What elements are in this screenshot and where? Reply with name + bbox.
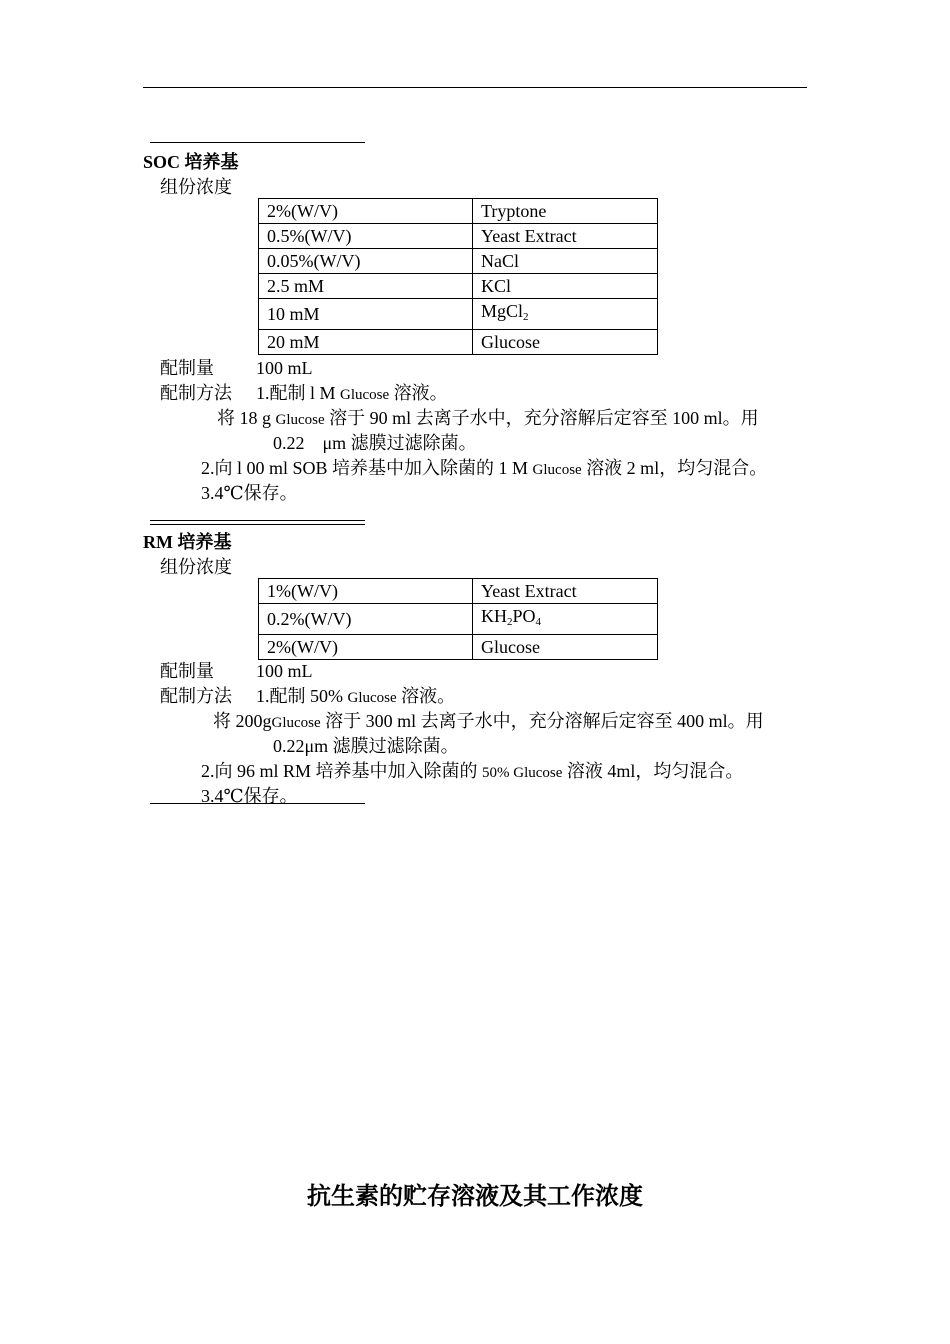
text-run: 50% Glucose bbox=[482, 765, 563, 781]
text-run: 将 18 g bbox=[217, 408, 276, 428]
name-cell: NaCl bbox=[473, 249, 658, 274]
rm-step1-detail-2: 0.22μm 滤膜过滤除菌。 bbox=[273, 736, 459, 756]
conc-cell: 1%(W/V) bbox=[259, 579, 473, 604]
conc-cell: 2%(W/V) bbox=[259, 635, 473, 660]
text-run: 溶液 2 ml，均匀混合。 bbox=[581, 458, 768, 478]
table-row bbox=[259, 274, 658, 299]
name-cell: Yeast Extract bbox=[473, 224, 658, 249]
rm-method-label: 配制方法 bbox=[160, 686, 232, 706]
name-cell bbox=[473, 299, 658, 330]
text-run: Glucose bbox=[347, 690, 397, 706]
soc-amount-value: 100 mL bbox=[256, 358, 313, 378]
formula-part: PO bbox=[512, 606, 536, 626]
rm-step2 bbox=[201, 760, 743, 784]
rm-step1 bbox=[256, 685, 455, 709]
table-row bbox=[259, 299, 658, 330]
text-run: 2.向 96 ml RM 培养基中加入除菌的 bbox=[201, 761, 483, 781]
rm-step3: 3.4℃保存。 bbox=[201, 786, 298, 806]
name-cell: Glucose bbox=[473, 330, 658, 355]
rm-step1-detail bbox=[213, 710, 764, 734]
conc-cell: 10 mM bbox=[259, 299, 473, 330]
text-run: Glucose bbox=[271, 715, 321, 731]
text-run: 1.配制 50% bbox=[256, 686, 348, 706]
rm-top-rule bbox=[150, 520, 365, 521]
rm-amount-value: 100 mL bbox=[256, 661, 313, 681]
conc-cell: 0.2%(W/V) bbox=[259, 604, 473, 635]
conc-cell: 0.05%(W/V) bbox=[259, 249, 473, 274]
table-row bbox=[259, 199, 658, 224]
conc-cell: 2%(W/V) bbox=[259, 199, 473, 224]
header-rule bbox=[143, 87, 807, 88]
formula-subscript: 2 bbox=[507, 616, 513, 628]
table-row bbox=[259, 249, 658, 274]
name-cell: KCl bbox=[473, 274, 658, 299]
soc-amount-label: 配制量 bbox=[160, 358, 214, 378]
name-cell: Tryptone bbox=[473, 199, 658, 224]
table-row bbox=[259, 604, 658, 635]
conc-cell: 2.5 mM bbox=[259, 274, 473, 299]
name-cell: Yeast Extract bbox=[473, 579, 658, 604]
text-run: 1.配制 l M bbox=[256, 383, 341, 403]
rm-components-label: 组份浓度 bbox=[160, 557, 232, 577]
text-run: 溶液。 bbox=[396, 686, 456, 706]
formula-subscript: 4 bbox=[535, 616, 542, 628]
soc-top-rule bbox=[150, 142, 365, 143]
soc-components-label: 组份浓度 bbox=[160, 177, 232, 197]
soc-heading: SOC 培养基 bbox=[143, 152, 239, 172]
text-run: 溶液。 bbox=[389, 383, 448, 403]
rm-bottom-rule bbox=[150, 803, 365, 804]
formula-part: KH bbox=[481, 606, 507, 626]
soc-components-table bbox=[258, 198, 658, 355]
soc-step1-detail-2: 0.22 μm 滤膜过滤除菌。 bbox=[273, 433, 477, 453]
rm-amount-label: 配制量 bbox=[160, 661, 214, 681]
soc-method-label: 配制方法 bbox=[160, 383, 232, 403]
soc-step1-detail bbox=[217, 407, 759, 431]
section-title: 抗生素的贮存溶液及其工作浓度 bbox=[307, 1184, 643, 1210]
text-run: Glucose bbox=[340, 387, 390, 403]
text-run: 2.向 l 00 ml SOB 培养基中加入除菌的 1 M bbox=[201, 458, 533, 478]
rm-top-rule-2 bbox=[150, 524, 365, 525]
text-run: 溶液 4ml，均匀混合。 bbox=[562, 761, 744, 781]
soc-step1 bbox=[256, 382, 448, 406]
table-row bbox=[259, 635, 658, 660]
name-cell: Glucose bbox=[473, 635, 658, 660]
table-row bbox=[259, 579, 658, 604]
formula-subscript: 2 bbox=[523, 311, 529, 323]
table-row bbox=[259, 330, 658, 355]
text-run: Glucose bbox=[275, 412, 325, 428]
rm-heading: RM 培养基 bbox=[143, 532, 232, 552]
table-row bbox=[259, 224, 658, 249]
conc-cell: 20 mM bbox=[259, 330, 473, 355]
text-run: 将 200g bbox=[213, 711, 272, 731]
soc-step3: 3.4℃保存。 bbox=[201, 483, 298, 503]
rm-components-table bbox=[258, 578, 658, 660]
text-run: Glucose bbox=[532, 462, 582, 478]
soc-step2 bbox=[201, 457, 767, 481]
formula-main: MgCl bbox=[481, 301, 524, 321]
name-cell bbox=[473, 604, 658, 635]
conc-cell: 0.5%(W/V) bbox=[259, 224, 473, 249]
text-run: 溶于 300 ml 去离子水中，充分溶解后定容至 400 ml。用 bbox=[320, 711, 764, 731]
text-run: 溶于 90 ml 去离子水中，充分溶解后定容至 100 ml。用 bbox=[324, 408, 759, 428]
